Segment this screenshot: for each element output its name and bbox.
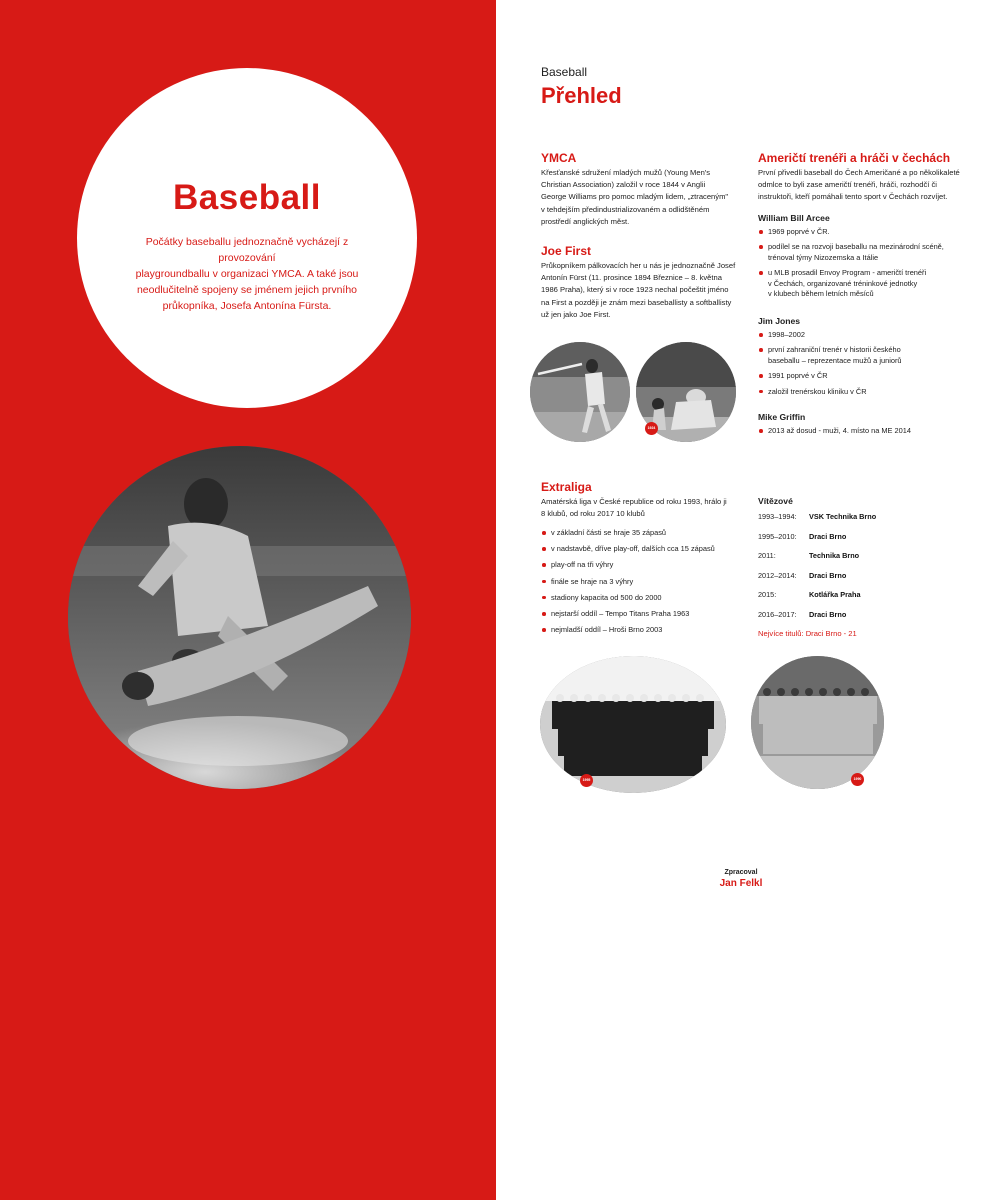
ymca-line: Křesťanské sdružení mladých mužů (Young Men's bbox=[541, 168, 711, 177]
list-item: 1969 poprvé v ČR. bbox=[758, 227, 978, 237]
list-item: první zahraniční trenér v historii českého baseballu – reprezentace mužů a juniorů bbox=[758, 345, 978, 366]
team-photo-1995 bbox=[540, 656, 726, 793]
jones-list bbox=[758, 330, 978, 397]
winner-row bbox=[758, 532, 958, 552]
winner-team: Draci Brno bbox=[809, 531, 847, 541]
hero-intro-text bbox=[121, 234, 373, 314]
winners-heading: Vítězové bbox=[758, 496, 793, 506]
ymca-heading: YMCA bbox=[541, 151, 577, 165]
joe-first-heading: Joe First bbox=[541, 244, 592, 258]
intro-circle bbox=[77, 68, 417, 408]
ymca-line: v tehdejším předindustrializovaném a odlidštěném bbox=[541, 204, 710, 214]
credit-author: Jan Felkl bbox=[719, 878, 763, 889]
photo-year-badge: 1995 bbox=[580, 774, 593, 787]
winner-team: Draci Brno bbox=[809, 609, 847, 619]
joe-first-line: Průkopníkem pálkovacích her u nás je jednoznačně Josef bbox=[541, 261, 736, 270]
list-item: 1991 poprvé v ČR bbox=[758, 371, 978, 381]
winner-year: 2011: bbox=[758, 551, 776, 560]
winner-row bbox=[758, 590, 958, 610]
griffin-list bbox=[758, 426, 978, 436]
winner-year: 1993–1994: bbox=[758, 512, 797, 521]
winner-year: 2016–2017: bbox=[758, 609, 797, 619]
winner-year: 2012–2014: bbox=[758, 570, 797, 580]
photo-year-badge: 1924 bbox=[645, 422, 658, 435]
winner-row bbox=[758, 512, 958, 532]
list-item: stadiony kapacita od 500 do 2000 bbox=[541, 593, 746, 603]
credit-label: Zpracoval bbox=[724, 869, 758, 876]
winner-year: 2015: bbox=[758, 590, 777, 599]
list-item: nejstarší oddíl – Tempo Titans Praha 1963 bbox=[541, 609, 746, 619]
winner-team: Draci Brno bbox=[809, 570, 847, 580]
list-item: 1998–2002 bbox=[758, 330, 978, 340]
person-name-griffin: Mike Griffin bbox=[758, 412, 806, 422]
americans-line: První přivedli baseball do Čech Američané a po několikaleté bbox=[758, 168, 960, 177]
page-title: Přehled bbox=[541, 83, 622, 108]
winner-row bbox=[758, 571, 958, 591]
extraliga-list bbox=[541, 528, 746, 636]
joe-first-line: 1986 Praha), který si v roce 1923 nechal počeštit jméno bbox=[541, 285, 729, 295]
list-item: založil trenérskou kliniku v ČR bbox=[758, 387, 978, 397]
ymca-text bbox=[541, 167, 741, 228]
catcher-slide-photo bbox=[68, 446, 411, 789]
photo-year-badge: 1990 bbox=[851, 773, 864, 786]
person-name-jones: Jim Jones bbox=[758, 316, 801, 326]
section-kicker: Baseball bbox=[541, 65, 588, 79]
list-item: u MLB prosadil Envoy Program - američtí trenéři v Čechách, organizované tréninkové jednotky v klubech během letních měsíců bbox=[758, 268, 978, 299]
extraliga-line: Amatérská liga v České republice od roku 1993, hrálo ji bbox=[541, 497, 727, 506]
batter-photo bbox=[530, 342, 630, 442]
winner-team: Technika Brno bbox=[809, 551, 860, 560]
hero-line: Počátky baseballu jednoznačně vycházejí z provozování bbox=[145, 236, 349, 264]
hero-line: playgroundballu v organizaci YMCA. A také jsou bbox=[135, 268, 359, 280]
person-name-arcee: William Bill Arcee bbox=[758, 213, 830, 223]
list-item: v základní části se hraje 35 zápasů bbox=[541, 528, 746, 538]
americans-line: odmlce to byli zase američtí trenéři, hráči, rozhodčí či bbox=[758, 180, 937, 190]
winner-row bbox=[758, 551, 958, 571]
list-item: nejmladší oddíl – Hroši Brno 2003 bbox=[541, 625, 746, 635]
arcee-list bbox=[758, 227, 978, 299]
joe-first-line: na First a později je znám mezi baseballisty a softballisty bbox=[541, 297, 732, 307]
ymca-line: prostředí anglických měst. bbox=[541, 216, 630, 226]
most-titles-note: Nejvíce titulů: Draci Brno - 21 bbox=[758, 629, 857, 638]
ymca-line: Christian Association) založil v roce 1844 v Anglii bbox=[541, 180, 706, 190]
joe-first-line: už jen jako Joe First. bbox=[541, 309, 611, 319]
list-item: v nadstavbě, dříve play-off, dalších cca 15 zápasů bbox=[541, 544, 746, 554]
extraliga-line: 8 klubů, od roku 2017 10 klubů bbox=[541, 509, 645, 519]
winner-team: VSK Technika Brno bbox=[809, 512, 877, 521]
team-1990-illustration bbox=[751, 656, 884, 789]
ymca-line: George Williams pro pomoc mladým lidem, „ztraceným" bbox=[541, 192, 729, 202]
list-item: 2013 až dosud - muži, 4. místo na ME 2014 bbox=[758, 426, 978, 436]
team-photo-1990 bbox=[751, 656, 884, 789]
americans-heading: Američtí trenéři a hráči v čechách bbox=[758, 151, 951, 165]
joe-first-line: Antonín Fürst (11. prosince 1894 Březnice – 8. května bbox=[541, 273, 722, 283]
extraliga-text bbox=[541, 496, 746, 520]
hero-line: neodlučitelně spojeny se jménem jejich prvního bbox=[136, 284, 358, 296]
team-1995-illustration bbox=[540, 656, 726, 793]
hero-title: Baseball bbox=[173, 178, 321, 217]
list-item: podílel se na rozvoji baseballu na mezinárodní scéně, trénoval týmy Nizozemska a Itálie bbox=[758, 242, 978, 263]
hero-line: průkopníka, Josefa Antonína Fürsta. bbox=[162, 300, 332, 312]
winner-row bbox=[758, 610, 958, 630]
winner-team: Kotlářka Praha bbox=[809, 590, 861, 599]
americans-text bbox=[758, 167, 973, 204]
extraliga-heading: Extraliga bbox=[541, 480, 592, 494]
batter-illustration bbox=[530, 342, 630, 442]
list-item: play-off na tři výhry bbox=[541, 560, 746, 570]
winner-year: 1995–2010: bbox=[758, 531, 797, 541]
list-item: finále se hraje na 3 výhry bbox=[541, 577, 746, 587]
catcher-slide-illustration bbox=[68, 446, 411, 789]
americans-line: instruktoři, kteří pomáhali tento sport v Čechách rozvíjet. bbox=[758, 192, 948, 202]
joe-first-text bbox=[541, 260, 746, 321]
winners-table bbox=[758, 512, 958, 629]
